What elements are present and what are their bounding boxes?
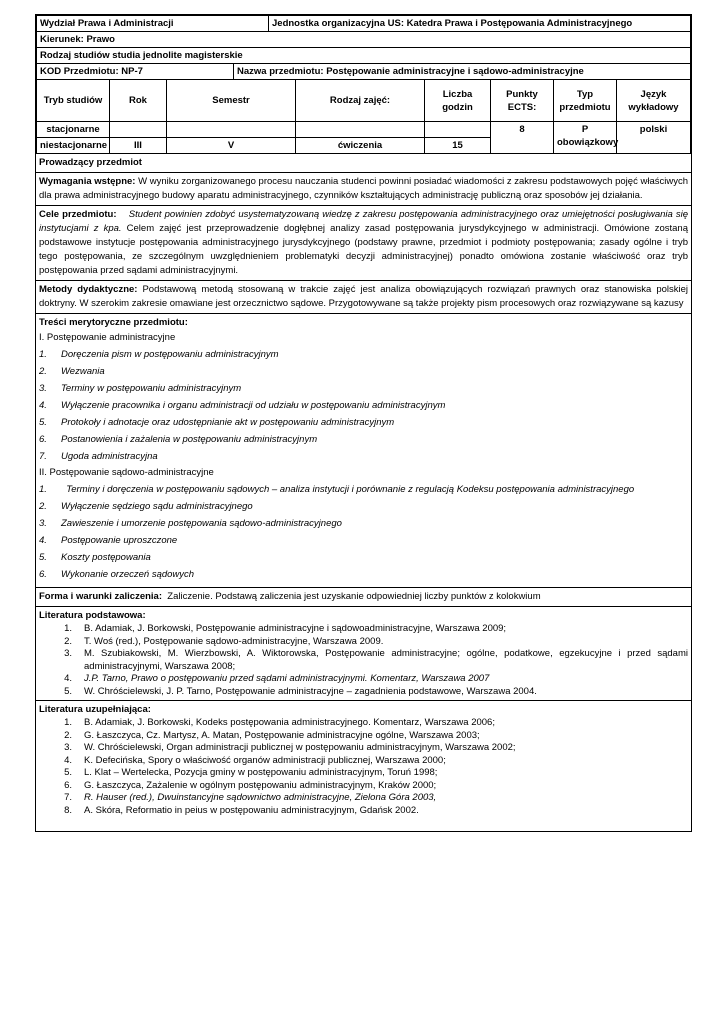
literature-item-text: M. Szubiakowski, M. Wierzbowski, A. Wiktorowska, Postępowanie administracyjne; ogólne, podatkowe, egzekucyjne i przed sądami administracyjnymi, Warszawa 2008;	[84, 648, 691, 672]
content-item	[39, 532, 688, 549]
literature-item-number: 1.	[64, 717, 72, 728]
literature-item	[39, 636, 688, 649]
content-item-number: 3.	[39, 383, 47, 394]
literature-item	[39, 686, 688, 699]
literature-item-number: 7.	[64, 792, 72, 803]
literature-basic-list	[39, 623, 691, 698]
literature-item-number: 4.	[64, 754, 72, 766]
content-part2-title: II. Postępowanie sądowo-administracyjne	[39, 467, 214, 478]
literature-extra-label: Literatura uzupełniająca:	[39, 704, 151, 715]
study-type-cell: Rodzaj studiów studia jednolite magisterskie	[37, 48, 691, 64]
faculty-cell: Wydział Prawa i Administracji	[37, 16, 269, 32]
content-part1-list	[39, 346, 688, 465]
literature-item	[39, 623, 688, 636]
direction-cell: Kierunek: Prawo	[37, 32, 691, 48]
content-item	[39, 549, 688, 566]
literature-item-text: T. Woś (red.), Postępowanie sądowo-administracyjne, Warszawa 2009.	[84, 635, 384, 647]
literature-item	[39, 755, 688, 768]
literature-item-number: 6.	[64, 779, 72, 791]
literature-item	[39, 673, 688, 686]
requirements-label: Wymagania wstępne:	[39, 176, 136, 187]
content-item	[39, 515, 688, 532]
literature-basic-label: Literatura podstawowa:	[39, 610, 146, 621]
literature-item-text: L. Klat – Wertelecka, Pozycja gminy w postępowaniu administracyjnym, Toruń 1998;	[84, 767, 438, 778]
content-item-text: Koszty postępowania	[61, 552, 151, 563]
content-item-number: 2.	[39, 366, 47, 377]
content-item-number: 5.	[39, 417, 47, 428]
subject-type-value	[554, 122, 617, 154]
syllabus-document	[35, 14, 692, 832]
literature-item	[39, 805, 688, 818]
header-table	[36, 15, 691, 64]
content-item-text: Postanowienia i zażalenia w postępowaniu administracyjnym	[61, 434, 318, 445]
subject-type-code: P	[581, 124, 589, 135]
grid-header-year: Rok	[110, 80, 167, 122]
content-item	[39, 498, 688, 515]
content-label: Treści merytoryczne przedmiotu:	[39, 317, 188, 328]
literature-item-text: A. Skóra, Reformatio in peius w postępowaniu administracyjnym, Gdańsk 2002.	[84, 804, 419, 816]
mode-part-time: niestacjonarne	[37, 138, 110, 154]
content-item-text: Wykonanie orzeczeń sądowych	[61, 569, 195, 580]
literature-item-text: W. Chróścielewski, J. P. Tarno, Postępowanie administracyjne – zagadnienia podstawowe, Warszawa 2004.	[84, 685, 537, 697]
literature-extra-list	[39, 717, 688, 817]
study-grid	[36, 79, 691, 154]
subject-name: Nazwa przedmiotu: Postępowanie administracyjne i sądowo-administracyjne	[234, 64, 691, 80]
content-item	[39, 380, 688, 397]
assessment-label: Forma i warunki zaliczenia:	[39, 591, 163, 602]
literature-item-number: 4.	[64, 673, 72, 684]
methods-text: Podstawową metodą stosowaną w trakcie zajęć jest analiza obowiązujących rozwiązań prawnych oraz stanowiska polskiej doktryny. W szerokim zakresie omawiane jest orzecznictwo sądowe. Przygotowywane są także projekty pism procesowych oraz rozwiązywane są kazusy	[39, 284, 689, 309]
content-part2-list	[39, 481, 688, 583]
goals-label: Cele przedmiotu:	[39, 209, 117, 220]
grid-header-ects: Punkty ECTS:	[491, 80, 554, 122]
content-item-number: 6.	[39, 569, 47, 580]
content-item-text: Doręczenia pism w postępowaniu administracyjnym	[61, 349, 279, 360]
literature-item-text: R. Hauser (red.), Dwuinstancyjne sądownictwo administracyjne, Zielona Góra 2003,	[84, 792, 437, 803]
literature-item-text: G. Łaszczyca, Cz. Martysz, A. Matan, Postępowanie administracyjne ogólne, Warszawa 2003;	[84, 729, 480, 741]
content-item	[39, 566, 688, 583]
content-item-text: Protokoły i adnotacje oraz udostępnianie akt w postępowaniu administracyjnym	[61, 417, 395, 428]
goals-italic-text: Student powinien zdobyć usystematyzowaną wiedzę z zakresu postępowania administracyjnego oraz umiejętności posługiwania się instytucjami z kpa.	[39, 209, 691, 234]
unit-cell: Jednostka organizacyjna US: Katedra Prawa i Postępowania Administracyjnego	[269, 16, 691, 32]
literature-item	[39, 792, 688, 805]
class-type-part-time: ćwiczenia	[296, 138, 425, 154]
grid-header-hours: Liczba godzin	[425, 80, 491, 122]
literature-item-text: G. Łaszczyca, Zażalenie w ogólnym postępowaniu administracyjnym, Kraków 2000;	[84, 779, 437, 791]
literature-item-number: 3.	[64, 742, 72, 753]
literature-item-text: J.P. Tarno, Prawo o postępowaniu przed sądami administracyjnymi. Komentarz, Warszawa 2007	[84, 673, 490, 684]
content-item-text: Terminy i doręczenia w postępowaniu sądowych – analiza instytucji i porównanie z regulacją Kodeksu postępowania administracyjnego	[61, 484, 635, 495]
content-item	[39, 397, 688, 414]
content-item-text: Zawieszenie i umorzenie postępowania sądowo-administracyjnego	[61, 518, 342, 529]
ects-value: 8	[491, 122, 554, 154]
language-value: polski	[617, 122, 691, 154]
content-item-text: Wyłączenie pracownika i organu administracji od udziału w postępowaniu administracyjnym	[61, 400, 446, 411]
content-item	[39, 431, 688, 448]
content-item-number: 6.	[39, 434, 47, 445]
mode-full-time: stacjonarne	[37, 122, 110, 138]
requirements-section	[36, 172, 691, 205]
literature-item	[39, 780, 688, 793]
literature-basic-section	[36, 606, 691, 700]
literature-item-text: K. Defecińska, Spory o właściwość organów administracji publicznej, Warszawa 2000;	[84, 754, 446, 766]
literature-item	[39, 730, 688, 743]
grid-header-subject-type: Typ przedmiotu	[554, 80, 617, 122]
content-item	[39, 414, 688, 431]
goals-text: Celem zajęć jest przeprowadzenie dogłębnej analizy zasad postępowania jurysdykcyjnego w administracji. Omówione zostaną podstawowe instytucje postępowania administracyjnego jurysdykcyjnego (podstawy prawne, przedmiot i podmioty postępowania; zasady ogólne i tryb tego postępowania, ze szczególnym uwzględnieniem problematyki decyzji administracyjnej) ponadto omówiona zostanie właściwość oraz tryb postępowania przed sądami administracyjnymi.	[39, 223, 688, 276]
grid-header-language: Język wykładowy	[617, 80, 691, 122]
content-item-text: Ugoda administracyjna	[61, 451, 158, 462]
literature-extra-section	[36, 700, 691, 831]
content-item-number: 4.	[39, 400, 47, 411]
assessment-text: Zaliczenie. Podstawą zaliczenia jest uzyskanie odpowiedniej liczby punktów z kolokwium	[162, 591, 541, 602]
content-item	[39, 363, 688, 380]
literature-item-number: 2.	[64, 729, 72, 741]
methods-section	[36, 280, 691, 313]
literature-item-number: 1.	[64, 623, 72, 634]
content-item-number: 4.	[39, 535, 47, 546]
literature-item-number: 2.	[64, 635, 72, 647]
hours-full-time	[425, 122, 491, 138]
content-item-text: Wezwania	[61, 366, 105, 377]
literature-item	[39, 742, 688, 755]
literature-item-text: W. Chróścielewski, Organ administracji publicznej w postępowaniu administracyjnym, Warszawa 2002;	[84, 742, 516, 753]
goals-section	[36, 205, 691, 280]
literature-item	[39, 648, 691, 673]
literature-item-number: 3.	[64, 648, 72, 659]
content-item-text: Terminy w postępowaniu administracyjnym	[61, 383, 242, 394]
literature-item	[39, 767, 688, 780]
grid-header-mode: Tryb studiów	[37, 80, 110, 122]
year-part-time: III	[110, 138, 167, 154]
content-item	[39, 481, 688, 498]
year-full-time	[110, 122, 167, 138]
content-item-number: 1.	[39, 484, 47, 495]
grid-header-class-type: Rodzaj zajęć:	[296, 80, 425, 122]
content-item-number: 7.	[39, 451, 47, 462]
literature-item-text: B. Adamiak, J. Borkowski, Postępowanie administracyjne i sądowoadministracyjne, Warszawa 2009;	[84, 623, 507, 634]
subject-type-label: obowiązkowy	[557, 137, 619, 148]
methods-label: Metody dydaktyczne:	[39, 284, 138, 295]
literature-item-number: 5.	[64, 685, 72, 697]
content-item	[39, 448, 688, 465]
content-item	[39, 346, 688, 363]
subject-code: KOD Przedmiotu: NP-7	[37, 64, 234, 80]
literature-item-number: 5.	[64, 767, 72, 778]
content-item-number: 3.	[39, 518, 47, 529]
class-type-full-time	[296, 122, 425, 138]
content-item-number: 1.	[39, 349, 47, 360]
lecturer-section: Prowadzący przedmiot	[39, 157, 142, 168]
content-part1-title: I. Postępowanie administracyjne	[39, 332, 176, 343]
content-item-text: Postępowanie uproszczone	[61, 535, 178, 546]
content-item-number: 2.	[39, 501, 47, 512]
content-section	[36, 313, 691, 587]
assessment-section	[36, 587, 691, 606]
content-item-number: 5.	[39, 552, 47, 563]
content-item-text: Wyłączenie sędziego sądu administracyjnego	[61, 501, 253, 512]
hours-part-time: 15	[425, 138, 491, 154]
code-table	[36, 63, 691, 80]
literature-item	[39, 717, 688, 730]
semester-full-time	[167, 122, 296, 138]
literature-item-text: B. Adamiak, J. Borkowski, Kodeks postępowania administracyjnego. Komentarz, Warszawa 2006;	[84, 717, 495, 728]
requirements-text: W wyniku zorganizowanego procesu nauczania studenci powinni posiadać wiadomości z zakresu podstawowych pojęć właściwych dla prawa administracyjnego budowy aparatu administracyjnego, czynników kształtujących administrację publiczną oraz sposobów jej działania.	[39, 176, 688, 201]
semester-part-time: V	[167, 138, 296, 154]
grid-header-semester: Semestr	[167, 80, 296, 122]
literature-item-number: 8.	[64, 804, 72, 816]
